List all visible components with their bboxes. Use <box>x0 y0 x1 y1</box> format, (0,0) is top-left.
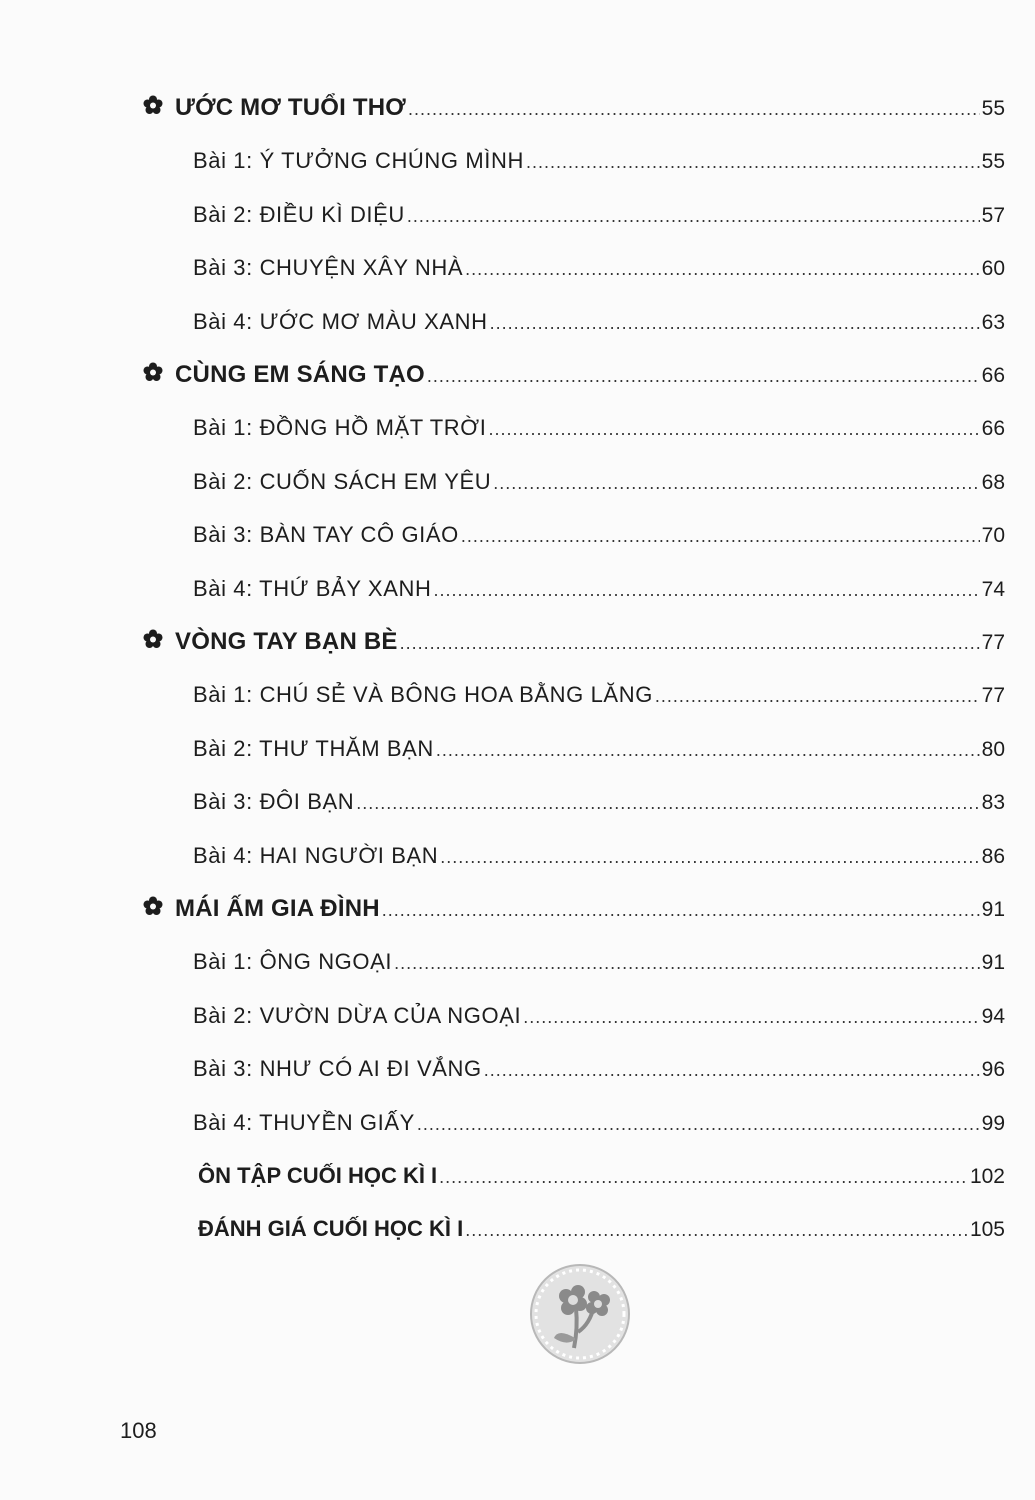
toc-lesson-row[interactable] <box>193 200 1005 230</box>
toc-lesson-row[interactable] <box>193 841 1005 871</box>
toc-entry-title: VÒNG TAY BẠN BÈ <box>175 628 398 655</box>
toc-entry-title: ƯỚC MƠ TUỔI THƠ <box>175 94 406 121</box>
dot-leader <box>439 1162 968 1192</box>
toc-entry-page: 94 <box>981 1004 1005 1028</box>
toc-entry-page: 66 <box>981 364 1005 387</box>
toc-lesson-row[interactable] <box>193 734 1005 764</box>
toc-lesson-row[interactable] <box>193 253 1005 283</box>
toc-entry-page: 91 <box>981 898 1005 921</box>
toc-entry-page: 91 <box>981 951 1005 975</box>
toc-entry-page: 77 <box>981 631 1005 654</box>
toc-entry-title: Bài 1: CHÚ SẺ VÀ BÔNG HOA BẰNG LĂNG <box>193 682 653 708</box>
toc-entry-title: ĐÁNH GIÁ CUỐI HỌC KÌ I <box>198 1216 464 1242</box>
toc-lesson-row[interactable] <box>193 413 1005 443</box>
dot-leader <box>440 842 979 872</box>
dot-leader <box>465 1215 968 1245</box>
toc-review-row[interactable] <box>198 1161 1005 1191</box>
dot-leader <box>417 1109 980 1139</box>
toc-entry-page: 66 <box>981 417 1005 441</box>
flower-bullet-icon <box>143 95 163 115</box>
toc-entry-page: 63 <box>981 310 1005 334</box>
dot-leader <box>465 254 979 284</box>
toc-entry-title: Bài 4: THUYỀN GIẤY <box>193 1109 415 1135</box>
toc-entry-title: Bài 3: ĐÔI BẠN <box>193 789 355 815</box>
toc-entry-title: Bài 1: ĐỒNG HỒ MẶT TRỜI <box>193 415 487 441</box>
toc-entry-page: 80 <box>981 737 1005 761</box>
toc-section-row[interactable] <box>143 360 1005 390</box>
toc-lesson-row[interactable] <box>193 787 1005 817</box>
toc-entry-page: 60 <box>981 257 1005 281</box>
dot-leader <box>490 308 980 338</box>
toc-entry-page: 83 <box>981 791 1005 815</box>
toc-entry-title: Bài 1: ÔNG NGOẠI <box>193 949 393 975</box>
toc-section-row[interactable] <box>143 627 1005 657</box>
toc-section-row[interactable] <box>143 93 1005 123</box>
dot-leader <box>356 788 979 818</box>
toc-lesson-row[interactable] <box>193 1108 1005 1138</box>
toc-entry-page: 105 <box>969 1218 1005 1242</box>
toc-lesson-row[interactable] <box>193 467 1005 497</box>
toc-entry-page: 102 <box>969 1165 1005 1188</box>
dot-leader <box>400 628 980 658</box>
toc-entry-page: 57 <box>981 203 1005 227</box>
dot-leader <box>526 147 980 177</box>
toc-entry-page: 74 <box>981 577 1005 601</box>
toc-entry-title: Bài 1: Ý TƯỞNG CHÚNG MÌNH <box>193 148 524 174</box>
toc-entry-title: Bài 2: ĐIỀU KÌ DIỆU <box>193 201 405 227</box>
toc-entry-title: Bài 4: ƯỚC MƠ MÀU XANH <box>193 308 488 334</box>
toc-section-row[interactable] <box>143 894 1005 924</box>
page-number: 108 <box>120 1418 157 1443</box>
flower-bullet-icon <box>143 896 163 916</box>
toc-entry-title: ÔN TẬP CUỐI HỌC KÌ I <box>198 1163 438 1188</box>
dot-leader <box>436 735 980 765</box>
toc-lesson-row[interactable] <box>193 947 1005 977</box>
toc-lesson-row[interactable] <box>193 574 1005 604</box>
dot-leader <box>484 1055 980 1085</box>
toc-entry-title: Bài 2: CUỐN SÁCH EM YÊU <box>193 468 492 494</box>
toc-entry-title: Bài 2: THƯ THĂM BẠN <box>193 735 434 761</box>
toc-entry-title: Bài 4: HAI NGƯỜI BẠN <box>193 842 439 868</box>
flower-bullet-icon <box>143 362 163 382</box>
flower-badge-icon <box>528 1262 632 1366</box>
toc-entry-title: MÁI ẤM GIA ĐÌNH <box>175 895 380 922</box>
toc-entry-title: Bài 3: NHƯ CÓ AI ĐI VẮNG <box>193 1056 482 1082</box>
toc-entry-page: 96 <box>981 1058 1005 1082</box>
toc-entry-page: 99 <box>981 1111 1005 1135</box>
dot-leader <box>488 414 979 444</box>
toc-review-row[interactable] <box>198 1214 1005 1244</box>
toc-entry-page: 55 <box>981 97 1005 120</box>
toc-entry-page: 86 <box>981 844 1005 868</box>
toc-entry-title: Bài 4: THỨ BẢY XANH <box>193 575 432 601</box>
dot-leader <box>408 94 980 124</box>
toc-entry-title: Bài 3: BÀN TAY CÔ GIÁO <box>193 522 459 548</box>
toc-lesson-row[interactable] <box>193 680 1005 710</box>
toc-entry-page: 70 <box>981 524 1005 548</box>
dot-leader <box>523 1002 979 1032</box>
flower-bullet-icon <box>143 629 163 649</box>
toc-entry-page: 55 <box>981 150 1005 174</box>
toc-lesson-row[interactable] <box>193 1054 1005 1084</box>
toc-lesson-row[interactable] <box>193 146 1005 176</box>
toc-entry-title: CÙNG EM SÁNG TẠO <box>175 361 425 388</box>
dot-leader <box>394 948 980 978</box>
toc-lesson-row[interactable] <box>193 1001 1005 1031</box>
dot-leader <box>433 575 979 605</box>
dot-leader <box>655 681 980 711</box>
dot-leader <box>407 201 980 231</box>
dot-leader <box>382 895 980 925</box>
dot-leader <box>493 468 979 498</box>
toc-entry-title: Bài 2: VƯỜN DỪA CỦA NGOẠI <box>193 1002 522 1028</box>
dot-leader <box>427 361 980 391</box>
toc-lesson-row[interactable] <box>193 307 1005 337</box>
toc-entry-page: 77 <box>981 684 1005 708</box>
toc-lesson-row[interactable] <box>193 520 1005 550</box>
toc-entry-title: Bài 3: CHUYỆN XÂY NHÀ <box>193 255 464 281</box>
dot-leader <box>461 521 980 551</box>
toc-entry-page: 68 <box>981 470 1005 494</box>
